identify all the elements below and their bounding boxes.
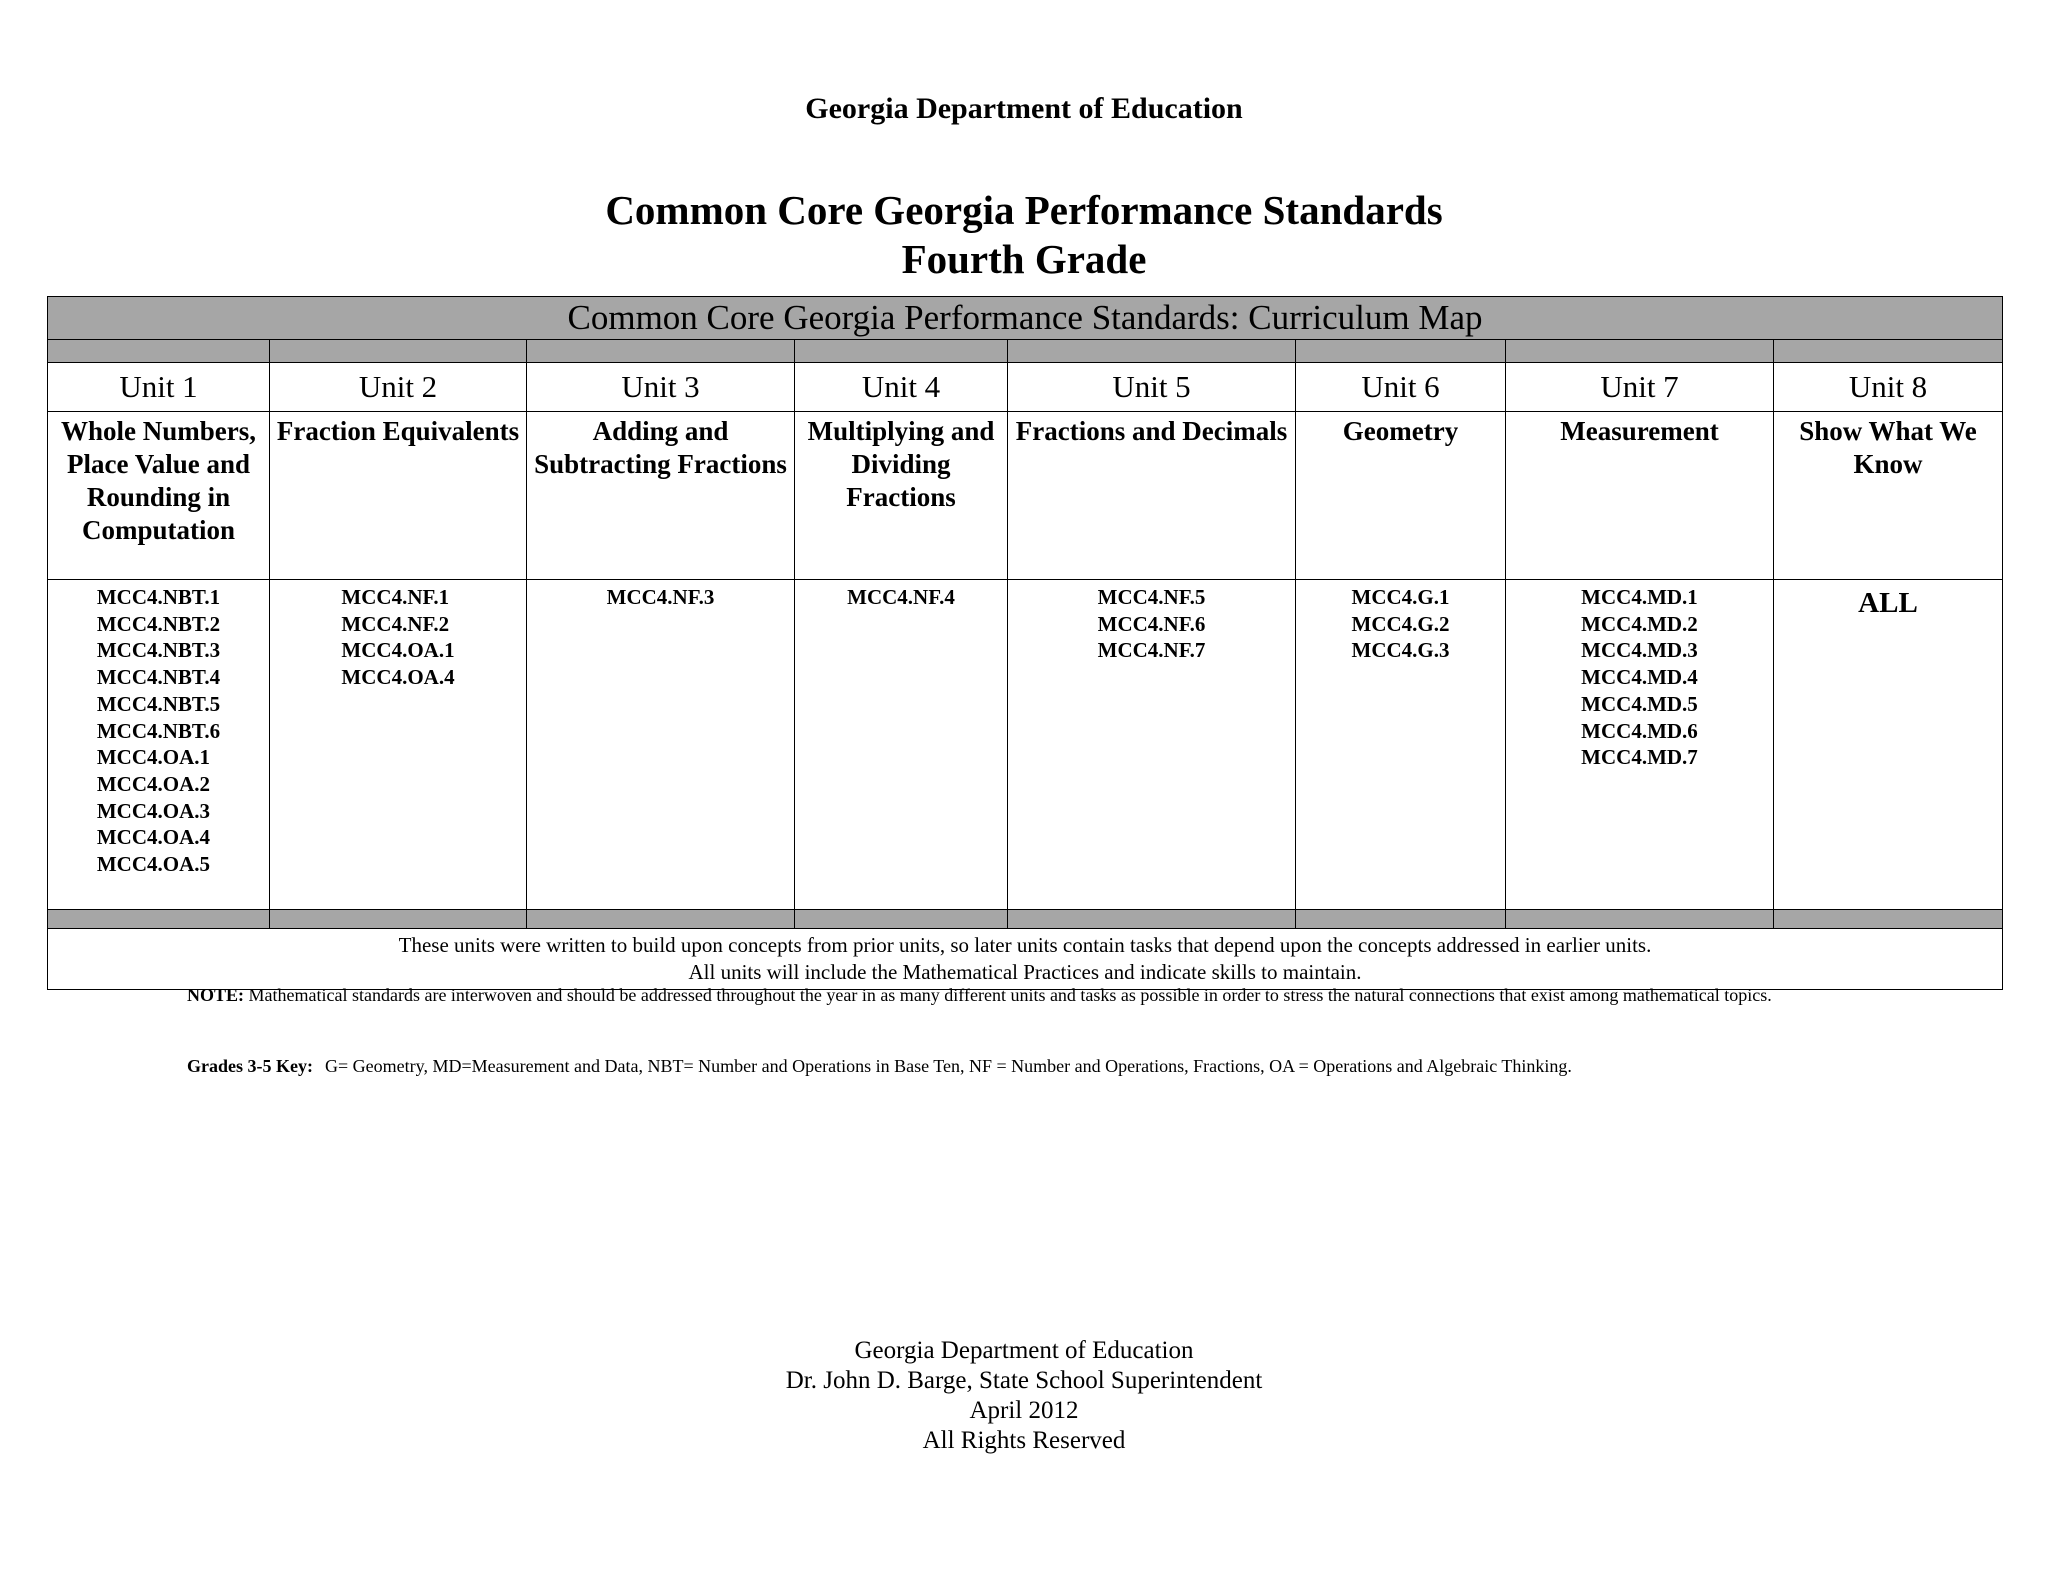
unit-standards-cell — [527, 580, 795, 910]
note-text: Mathematical standards are interwoven and should be addressed throughout the year in as many different units and tasks as possible in order to stress the natural connections that exist among mathematical topics. — [244, 985, 1772, 1005]
footer-organization: Georgia Department of Education — [854, 1337, 1194, 1364]
key-text: G= Geometry, MD=Measurement and Data, NBT= Number and Operations in Base Ten, NF = Number and Operations, Fractions, OA = Operations and Algebraic Thinking. — [324, 1056, 1572, 1076]
unit-label: Unit 4 — [795, 363, 1008, 412]
curriculum-map-table — [47, 296, 2003, 990]
unit-label: Unit 5 — [1008, 363, 1296, 412]
unit-topic: Geometry — [1296, 412, 1506, 580]
standards-list — [1858, 586, 1918, 620]
footer — [0, 1336, 2048, 1456]
footer-superintendent: Dr. John D. Barge, State School Superintendent — [785, 1367, 1263, 1394]
standard-code: MCC4.OA.3 — [96, 798, 211, 823]
standard-code: MCC4.MD.6 — [1581, 718, 1698, 743]
standards-list — [1098, 584, 1206, 664]
standard-code: MCC4.OA.5 — [96, 852, 211, 877]
standard-code: MCC4.OA.4 — [341, 665, 455, 690]
unit-topic: Measurement — [1506, 412, 1774, 580]
unit-label: Unit 8 — [1774, 363, 2003, 412]
unit-label: Unit 7 — [1506, 363, 1774, 412]
standard-code: MCC4.NF.1 — [341, 585, 450, 609]
table-note-row — [48, 929, 2003, 990]
unit-label: Unit 6 — [1296, 363, 1506, 412]
standards-list — [847, 584, 955, 611]
unit-standards-row — [48, 580, 2003, 910]
unit-topic: Adding and Subtracting Fractions — [527, 412, 795, 580]
unit-label: Unit 3 — [527, 363, 795, 412]
title-line-1: Common Core Georgia Performance Standards — [605, 187, 1443, 233]
unit-standards-cell — [795, 580, 1008, 910]
standard-code: MCC4.OA.2 — [96, 771, 211, 796]
unit-topic: Fractions and Decimals — [1008, 412, 1296, 580]
unit-topic-row — [48, 412, 2003, 580]
standard-code: MCC4.NF.3 — [606, 585, 715, 609]
standard-code: MCC4.NBT.5 — [96, 691, 221, 716]
standard-code: MCC4.NBT.1 — [96, 585, 221, 609]
footer-rights: All Rights Reserved — [922, 1427, 1126, 1454]
standard-code: ALL — [1858, 587, 1918, 619]
unit-topic: Whole Numbers, Place Value and Rounding in Computation — [48, 412, 270, 580]
key-label: Grades 3-5 Key: — [187, 1056, 313, 1076]
unit-label: Unit 2 — [270, 363, 527, 412]
note-label: NOTE: — [187, 985, 245, 1005]
table-note-line: These units were written to build upon concepts from prior units, so later units contain tasks that depend upon the concepts addressed in earlier units. — [398, 933, 1652, 957]
standard-code: MCC4.NF.7 — [1097, 638, 1206, 663]
standard-code: MCC4.NBT.3 — [96, 638, 221, 663]
spacer-row-top — [48, 340, 2003, 363]
standards-list — [1581, 584, 1698, 771]
standard-code: MCC4.NBT.2 — [96, 611, 221, 636]
standards-list — [607, 584, 715, 611]
title-grade: Fourth Grade — [901, 236, 1147, 282]
standard-code: MCC4.G.2 — [1351, 611, 1450, 636]
unit-standards-cell — [270, 580, 527, 910]
standard-code: MCC4.NBT.6 — [96, 718, 221, 743]
standard-code: MCC4.OA.4 — [96, 825, 211, 850]
standards-list — [341, 584, 454, 691]
standards-list — [97, 584, 220, 878]
standard-code: MCC4.MD.4 — [1581, 665, 1698, 690]
standard-code: MCC4.OA.1 — [341, 638, 455, 663]
standard-code: MCC4.MD.3 — [1581, 638, 1698, 663]
unit-standards-cell — [48, 580, 270, 910]
header-organization: Georgia Department of Education — [805, 92, 1243, 125]
table-note-line: All units will include the Mathematical Practices and indicate skills to maintain. — [688, 960, 1362, 984]
standard-code: MCC4.NF.2 — [341, 611, 450, 636]
standard-code: MCC4.NF.4 — [847, 585, 955, 609]
unit-label: Unit 1 — [48, 363, 270, 412]
standard-code: MCC4.G.3 — [1351, 638, 1450, 663]
table-note-cell — [48, 929, 2003, 990]
page-title — [0, 186, 2048, 284]
unit-label-row — [48, 363, 2003, 412]
footer-date: April 2012 — [969, 1397, 1079, 1424]
unit-topic: Fraction Equivalents — [270, 412, 527, 580]
grades-key — [187, 1056, 1887, 1077]
standard-code: MCC4.G.1 — [1351, 585, 1450, 609]
unit-topic: Multiplying and Dividing Fractions — [795, 412, 1008, 580]
standard-code: MCC4.MD.2 — [1581, 611, 1698, 636]
unit-standards-cell — [1506, 580, 1774, 910]
unit-standards-cell — [1008, 580, 1296, 910]
unit-topic: Show What We Know — [1774, 412, 2003, 580]
standard-code: MCC4.MD.5 — [1581, 691, 1698, 716]
unit-standards-cell — [1296, 580, 1506, 910]
standard-code: MCC4.NF.5 — [1097, 585, 1206, 609]
standard-code: MCC4.OA.1 — [96, 745, 211, 770]
unit-standards-cell — [1774, 580, 2003, 910]
standard-code: MCC4.NF.6 — [1097, 611, 1206, 636]
standard-code: MCC4.NBT.4 — [96, 665, 221, 690]
curriculum-map-caption: Common Core Georgia Performance Standards: Curriculum Map — [48, 297, 2003, 340]
spacer-row-bottom — [48, 910, 2003, 929]
standards-list — [1352, 584, 1450, 664]
standard-code: MCC4.MD.1 — [1581, 585, 1698, 609]
note-paragraph — [187, 983, 1867, 1007]
standard-code: MCC4.MD.7 — [1581, 745, 1698, 770]
